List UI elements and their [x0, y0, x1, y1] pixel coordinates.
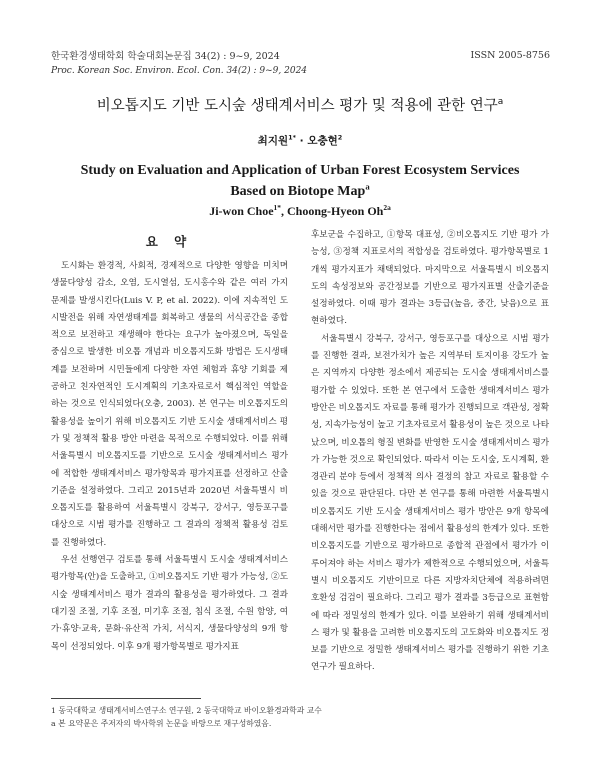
abstract-paragraph-2: 우선 선행연구 검토를 통해 서울특별시 도시숲 생태계서비스 평가항목(안)을 도출하고, ①비오톱지도 기반 평가 가능성, ②도시숲 생태계서비스 평가 결과의 활용성을 평가하였다. 그 결과 대기질 조절, 기후 조절, 미기후 조절, 침식 조절, 수원 함양, 여가·휴양·교육, 문화·유산적 가치, 서식지, 생물다양성의 9개 항목이 선정되었다. 이후 9개 평가항목별로 평가지표 [51, 555, 288, 652]
journal-citation-en: Proc. Korean Soc. Environ. Ecol. Con. 34(2) : 9~9, 2024 [51, 66, 308, 76]
footnote-divider [51, 698, 201, 699]
authors-en [0, 204, 600, 219]
author-1-kr-mark: 1* [288, 133, 297, 142]
author-separator-en: , [280, 204, 287, 218]
paper-title-en-line2-wrap [0, 181, 600, 202]
author-1-en: Ji-won Choe [209, 204, 274, 218]
abstract-paragraph-1: 도시화는 환경적, 사회적, 경제적으로 다양한 영향을 미치며 생물다양성 감소, 오염, 도시열섬, 도시홍수와 같은 여러 가지 문제를 발생시킨다(Luis V. P, et al. 2022). 이에 지속적인 도시발전을 위해 자연생태계를 회복하고 생물의 서식공간을 종합적으로 보전하고 재생해야 한다는 요구가 높아졌으며, 독일을 중심으로 발생한 비오톱 개념과 비오톱지도화 방법은 도시생태계를 보전하며 시민들에게 다양한 자연 체험과 휴양 기회를 제공하고 친자연적인 도시계획의 기초자료로서 핵심적인 역할을 하는 것으로 인식되었다(오충, 2003). 본 연구는 비오톱지도의 활용성을 높이기 위해 비오톱지도 기반 도시숲 생태계서비스 평가 및 정책적 활용 방안 마련을 목적으로 수행되었다. 이를 위해 서울특별시 비오톱지도를 기반으로 도시숲 생태계서비스 평가에 적합한 생태계서비스 평가항목과 평가지표를 선정하고 산출기준을 설정하였다. 그리고 2015년과 2020년 서울특별시 비오톱지도를 활용하여 서울특별시 강북구, 강서구, 영등포구를 대상으로 시범 평가를 진행하고 그 결과의 정책적 활용성 검토를 진행하였다. [51, 261, 288, 548]
author-2-en-mark: 2a [383, 203, 391, 212]
paper-title-en-line2: Based on Biotope Map [230, 184, 366, 199]
author-2-kr: 오충현 [307, 135, 338, 147]
author-2-kr-mark: 2 [337, 133, 343, 142]
abstract-paragraph-3: 서울특별시 강북구, 강서구, 영등포구를 대상으로 시범 평가를 진행한 결과, 보전가치가 높은 지역부터 토지이용 강도가 높은 지역까지 다양한 정소에서 제공되는 도시숲 생태계서비스를 평가할 수 있었다. 또한 본 연구에서 도출한 생태계서비스 평가 방안은 비오톱지도 자료를 통해 평가가 진행되므로 객관성, 정확성, 지속가능성이 높고 기초자료로서 활용성이 높은 것으로 나타났으며, 비오톱의 형질 변화를 반영한 도시숲 생태계서비스 평가가 가능한 것으로 확인되었다. 따라서 이는 도시숲, 도시계획, 환경관리 분야 등에서 정책적 의사 결정의 참고 자료로 활용할 수 있을 것으로 판단된다. 다만 본 연구를 통해 마련한 서울특별시 비오톱지도 기반 도시숲 생태계서비스 평가 방안은 9개 항목에 대해서만 평가를 진행한다는 점에서 활용성의 한계가 있다. 또한 비오톱지도를 기반으로 평가하므로 종합적 관점에서 평가가 이루어져야 하는 서비스 평가가 제한적으로 수행되었으며, 서울특별시 비오톱지도 기반이므로 다른 지방자치단체에 적용하려면 호환성 검검이 필요하다. 그리고 평가 결과를 3등급으로 표현함에 따라 정밀성의 한계가 있다. 이를 보완하기 위해 생태계서비스 평가 및 활용을 고려한 비오톱지도의 고도화와 비오톱지도 정보를 기반으로 정밀한 생태계서비스 평가를 진행하기 위한 기초연구가 필요하다. [311, 333, 549, 673]
paper-title-en-line1: Study on Evaluation and Application of Urban Forest Ecosystem Services [80, 163, 520, 178]
authors-kr [0, 133, 600, 148]
footnote-note-a: a 본 요약문은 주저자의 박사학위 논문을 바탕으로 재구성하였음. [51, 719, 272, 728]
abstract-heading: 요 약 [145, 234, 193, 249]
issn-label: ISSN 2005-8756 [470, 50, 550, 61]
abstract-paragraph-2-continued: 후보군을 수집하고, ①항목 대표성, ②비오톱지도 기반 평가 가능성, ③정책 지표로서의 적합성을 검토하였다. 평가항목별로 1개씩 평가지표가 채택되었다. 마지막으로 서울특별시 비오톱지도의 속성정보와 공간정보를 기반으로 평가지표별 산출기준을 설정하였다. 이때 평가 결과는 3등급(높음, 중간, 낮음)으로 표현하였다. [311, 230, 549, 327]
paper-title-kr-text: 비오톱지도 기반 도시숲 생태계서비스 평가 및 적용에 관한 연구 [96, 98, 498, 114]
footnote-affiliations: 1 동국대학교 생태계서비스연구소 연구원, 2 동국대학교 바이오환경과학과 교수 [51, 706, 322, 715]
journal-citation-kr: 한국환경생태학회 학술대회논문집 34(2) : 9~9, 2024 [51, 51, 280, 62]
author-separator-kr: · [296, 135, 308, 147]
abstract-left-column [51, 258, 288, 656]
author-1-kr: 최지원 [257, 135, 289, 147]
title-en-footnote-mark: a [365, 181, 370, 192]
author-2-en: Choong-Hyeon Oh [286, 204, 384, 218]
abstract-right-column [311, 227, 549, 677]
author-1-en-mark: 1* [273, 203, 281, 212]
paper-title-en [0, 160, 600, 202]
journal-header [51, 50, 307, 78]
title-kr-footnote-mark: a [497, 97, 504, 108]
paper-title-kr [0, 94, 600, 115]
footnotes [51, 704, 322, 730]
